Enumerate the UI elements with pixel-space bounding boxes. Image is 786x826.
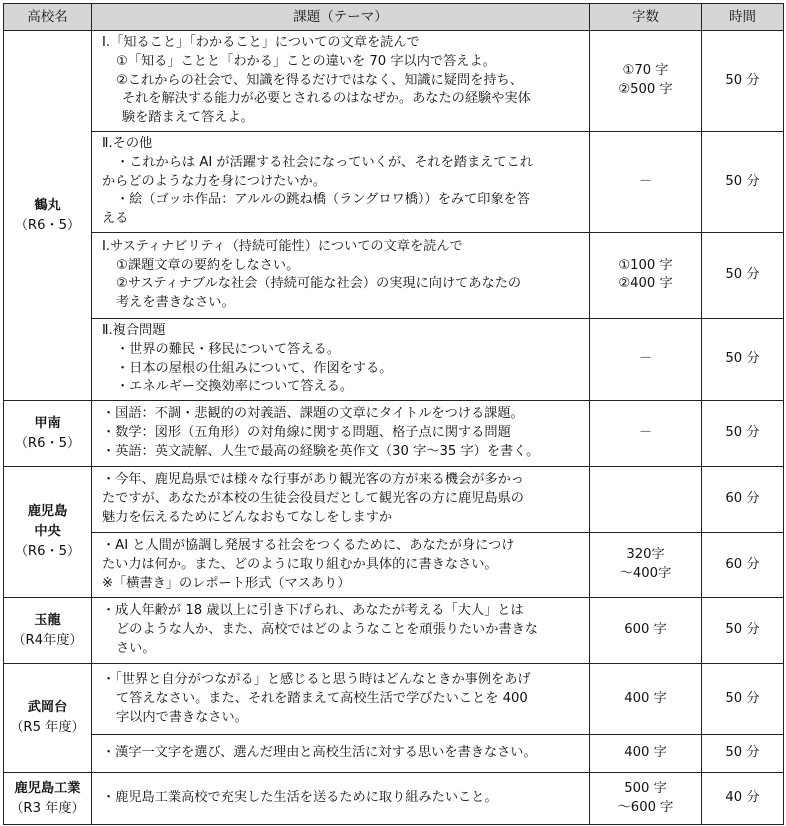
table-row: [4, 318, 784, 400]
school-date: （R3 年度）: [10, 800, 85, 816]
school-cell: [4, 598, 92, 664]
topic-line: 験を踏まえて答えよ。: [122, 110, 254, 126]
header-school: 高校名: [4, 4, 92, 31]
school-name: 武岡台: [27, 700, 68, 716]
char-count-cell: －: [590, 132, 702, 233]
char-count: ～600 字: [617, 799, 674, 815]
table-row: [4, 664, 784, 735]
time-cell: 50 分: [702, 401, 784, 467]
topic-line: からどのような力を身につけたいか。: [102, 173, 326, 189]
time-cell: 50 分: [702, 31, 784, 132]
topic-cell: [92, 735, 590, 773]
char-count-cell: [590, 773, 702, 825]
table-row: [4, 773, 784, 825]
school-name: 甲南: [34, 415, 61, 431]
topic-line: 考えを書きなさい。: [116, 295, 235, 311]
header-char-count: 字数: [590, 4, 702, 31]
topic-line: ・数学：図形（五角形）の対角線に関する問題、格子点に関する問題: [102, 425, 511, 441]
school-name: 鶴丸: [34, 197, 61, 213]
header-row: [4, 4, 784, 31]
time-cell: 50 分: [702, 664, 784, 735]
topic-line: ・「世界と自分がつながる」と感じると思う時はどんなときか事例をあげ: [102, 671, 531, 687]
table-row: [4, 132, 784, 233]
school-date: （R6・5）: [14, 217, 81, 233]
school-name: 中央: [34, 524, 61, 540]
topic-line: ・鹿児島工業高校で充実した生活を送るために取り組みたいこと。: [102, 790, 498, 806]
topic-line: 字以内で書きなさい。: [116, 709, 248, 725]
topic-line: ・国語：不調・悲観的の対義語、課題の文章にタイトルをつける課題。: [102, 406, 524, 422]
topic-line: て答えなさい。また、それを踏まえて高校生活で学びたいことを 400: [116, 690, 528, 706]
topic-cell: [92, 533, 590, 598]
table-row: [4, 232, 784, 318]
char-count-cell: 600 字: [590, 598, 702, 664]
topic-cell: [92, 132, 590, 233]
topic-cell: [92, 773, 590, 825]
char-count-cell: [590, 31, 702, 132]
char-count: ①100 字: [618, 257, 673, 273]
topic-line: ・英語：英文読解、人生で最高の経験を英作文（30 字～35 字）を書く。: [102, 444, 540, 460]
char-count: ～400字: [619, 566, 672, 582]
topic-line: える: [102, 211, 129, 227]
char-count: ②500 字: [618, 82, 673, 97]
topic-cell: [92, 467, 590, 533]
table-row: [4, 401, 784, 467]
school-cell: [4, 467, 92, 598]
essay-topics-table: [3, 3, 784, 825]
time-cell: 50 分: [702, 735, 784, 773]
char-count-cell: [590, 533, 702, 598]
char-count: ②400 字: [618, 276, 673, 292]
topic-line: ※「横書き」のレポート形式（マスあり）: [102, 575, 351, 591]
header-time: 時間: [702, 4, 784, 31]
char-count-cell: 400 字: [590, 664, 702, 735]
topic-line: ・絵（ゴッホ作品：アルルの跳ね橋（ラングロワ橋））をみて印象を答: [116, 192, 531, 208]
time-cell: 60 分: [702, 533, 784, 598]
topic-cell: [92, 318, 590, 400]
topic-cell: [92, 232, 590, 318]
topic-line: Ⅰ.サスティナビリティ（持続可能性）についての文章を読んで: [102, 238, 463, 254]
school-date: （R6・5）: [14, 544, 81, 560]
header-topic: 課題（テーマ）: [92, 4, 590, 31]
topic-line: たい力は何か。また、どのように取り組むか具体的に書きなさい。: [102, 556, 498, 572]
topic-line: ・今年、鹿児島県では様々な行事があり観光客の方が来る機会が多かっ: [102, 472, 524, 488]
topic-cell: [92, 598, 590, 664]
topic-cell: [92, 401, 590, 467]
school-name: 玉龍: [34, 612, 61, 628]
school-date: （R5 年度）: [10, 720, 85, 736]
topic-line: ①課題文章の要約をしなさい。: [116, 257, 300, 273]
char-count-cell: －: [590, 401, 702, 467]
school-cell: [4, 401, 92, 467]
topic-line: ・日本の屋根の仕組みについて、作図をする。: [116, 360, 393, 376]
topic-line: Ⅱ.その他: [102, 136, 153, 151]
school-date: （R4年度）: [12, 632, 83, 648]
topic-line: たですが、あなたが本校の生徒会役員だとして観光客の方に鹿児島県の: [102, 491, 524, 507]
topic-line: ・漢字一文字を選び、選んだ理由と高校生活に対する思いを書きなさい。: [102, 745, 537, 761]
school-name: 鹿児島: [27, 504, 68, 520]
time-cell: 50 分: [702, 318, 784, 400]
topic-line: Ⅱ.複合問題: [102, 322, 166, 338]
topic-line: ・世界の難民・移民について答える。: [116, 341, 340, 357]
table-row: [4, 598, 784, 664]
table-row: [4, 31, 784, 132]
char-count-cell: －: [590, 318, 702, 400]
time-cell: 60 分: [702, 467, 784, 533]
time-cell: 50 分: [702, 232, 784, 318]
topic-line: ・AI と人間が協調し発展する社会をつくるために、あなたが身につけ: [102, 537, 515, 553]
topic-line: 魅力を伝えるためにどんなおもてなしをしますか: [102, 510, 393, 526]
char-count: ①70 字: [622, 63, 669, 79]
time-cell: 40 分: [702, 773, 784, 825]
school-cell: [4, 31, 92, 401]
topic-line: ②サスティナブルな社会（持続可能な社会）の実現に向けてあなたの: [116, 276, 522, 292]
topic-line: さい。: [116, 641, 156, 657]
school-cell: [4, 664, 92, 773]
char-count-cell: [590, 232, 702, 318]
topic-line: それを解決する能力が必要とされるのはなぜか。あなたの経験や実体: [122, 91, 531, 107]
topic-line: ①「知る」ことと「わかる」ことの違いを 70 字以内で答えよ。: [116, 53, 496, 69]
table-row: [4, 735, 784, 773]
topic-line: どのような人か、また、高校ではどのようなことを頑張りたいか書きな: [116, 622, 538, 638]
topic-cell: [92, 31, 590, 132]
table-row: [4, 467, 784, 533]
time-cell: 50 分: [702, 132, 784, 233]
time-cell: 50 分: [702, 598, 784, 664]
topic-line: Ⅰ.「知ること」「わかること」についての文章を読んで: [102, 35, 420, 50]
char-count-cell: 400 字: [590, 735, 702, 773]
topic-line: ・成人年齢が 18 歳以上に引き下げられ、あなたが考える「大人」とは: [102, 603, 524, 619]
char-count: 500 字: [624, 780, 667, 796]
topic-line: ・エネルギー交換効率について答える。: [116, 379, 354, 395]
char-count-cell: [590, 467, 702, 533]
topic-cell: [92, 664, 590, 735]
school-date: （R6・5）: [14, 435, 81, 451]
topic-line: ・これからは AI が活躍する社会になっていくが、それを踏まえてこれ: [116, 154, 533, 170]
table-row: [4, 533, 784, 598]
school-cell: [4, 773, 92, 825]
topic-line: ②これからの社会で、知識を得るだけではなく、知識に疑問を持ち、: [116, 72, 523, 88]
school-name: 鹿児島工業: [14, 780, 81, 796]
char-count: 320字: [626, 547, 665, 563]
